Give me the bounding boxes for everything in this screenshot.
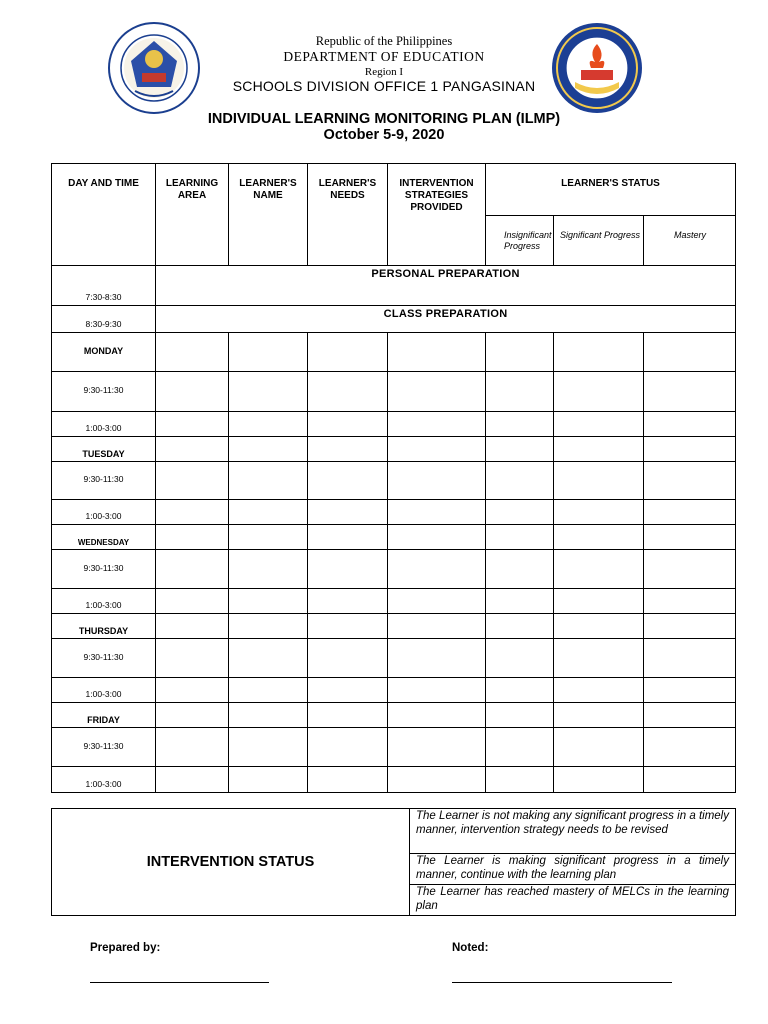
status-description: The Learner has reached mastery of MELCs in the learning plan (410, 885, 736, 916)
entry-cell[interactable] (388, 462, 486, 500)
entry-cell[interactable] (156, 500, 229, 525)
entry-cell[interactable] (554, 678, 644, 703)
time-cell: 9:30-11:30 (52, 372, 156, 412)
entry-cell[interactable] (388, 550, 486, 589)
day-cell: THURSDAY (52, 614, 156, 639)
entry-cell[interactable] (644, 728, 736, 767)
entry-cell[interactable] (156, 678, 229, 703)
entry-cell[interactable] (486, 639, 554, 678)
entry-cell[interactable] (486, 767, 554, 793)
entry-cell[interactable] (156, 550, 229, 589)
day-cell: WEDNESDAY (52, 525, 156, 550)
entry-cell[interactable] (229, 412, 308, 437)
entry-cell[interactable] (554, 333, 644, 372)
col-learning-area: LEARNING AREA (156, 164, 229, 266)
time-cell: 9:30-11:30 (52, 639, 156, 678)
entry-cell[interactable] (229, 703, 308, 728)
entry-cell[interactable] (308, 500, 388, 525)
time-cell: 9:30-11:30 (52, 550, 156, 589)
entry-cell[interactable] (554, 589, 644, 614)
entry-cell[interactable] (486, 525, 554, 550)
status-description: The Learner is not making any significant progress in a timely manner, intervention strategy needs to be revised (410, 809, 736, 854)
monitoring-plan-table (51, 163, 736, 793)
entry-cell[interactable] (486, 372, 554, 412)
entry-cell[interactable] (486, 678, 554, 703)
col-learner-status: LEARNER'S STATUS (486, 164, 736, 216)
prepared-by-label: Prepared by: (90, 942, 161, 954)
sub-significant: Significant Progress (554, 216, 644, 266)
day-cell: MONDAY (52, 333, 156, 372)
entry-cell[interactable] (308, 372, 388, 412)
entry-cell[interactable] (229, 550, 308, 589)
entry-cell[interactable] (388, 437, 486, 462)
entry-cell[interactable] (554, 525, 644, 550)
entry-cell[interactable] (229, 500, 308, 525)
entry-cell[interactable] (156, 639, 229, 678)
entry-cell[interactable] (156, 614, 229, 639)
entry-cell[interactable] (644, 767, 736, 793)
entry-cell[interactable] (644, 678, 736, 703)
day-cell: TUESDAY (52, 437, 156, 462)
entry-cell[interactable] (308, 614, 388, 639)
entry-cell[interactable] (156, 372, 229, 412)
entry-cell[interactable] (156, 412, 229, 437)
day-cell: FRIDAY (52, 703, 156, 728)
time-cell: 1:00-3:00 (52, 412, 156, 437)
col-day-time: DAY AND TIME (52, 164, 156, 266)
time-cell: 9:30-11:30 (52, 728, 156, 767)
time-cell: 9:30-11:30 (52, 462, 156, 500)
entry-cell[interactable] (156, 525, 229, 550)
entry-cell[interactable] (486, 550, 554, 589)
entry-cell[interactable] (554, 767, 644, 793)
time-cell: 7:30-8:30 (52, 266, 156, 306)
entry-cell[interactable] (644, 550, 736, 589)
entry-cell[interactable] (644, 589, 736, 614)
entry-cell[interactable] (308, 767, 388, 793)
entry-cell[interactable] (644, 500, 736, 525)
noted-signature-line[interactable] (452, 982, 672, 983)
noted-label: Noted: (452, 942, 489, 954)
prepared-by-signature-line[interactable] (90, 982, 269, 983)
entry-cell[interactable] (554, 412, 644, 437)
entry-cell[interactable] (486, 333, 554, 372)
document-title: INDIVIDUAL LEARNING MONITORING PLAN (ILMP) (207, 111, 561, 127)
entry-cell[interactable] (308, 437, 388, 462)
entry-cell[interactable] (229, 767, 308, 793)
entry-cell[interactable] (156, 437, 229, 462)
entry-cell[interactable] (644, 333, 736, 372)
entry-cell[interactable] (644, 462, 736, 500)
col-learner-needs: LEARNER'S NEEDS (308, 164, 388, 266)
entry-cell[interactable] (644, 703, 736, 728)
entry-cell[interactable] (229, 333, 308, 372)
entry-cell[interactable] (156, 589, 229, 614)
entry-cell[interactable] (308, 728, 388, 767)
entry-cell[interactable] (554, 462, 644, 500)
entry-cell[interactable] (308, 412, 388, 437)
entry-cell[interactable] (486, 462, 554, 500)
entry-cell[interactable] (388, 614, 486, 639)
time-cell: 1:00-3:00 (52, 589, 156, 614)
intervention-status-table (51, 808, 736, 916)
time-cell: 1:00-3:00 (52, 767, 156, 793)
entry-cell[interactable] (388, 767, 486, 793)
entry-cell[interactable] (388, 728, 486, 767)
entry-cell[interactable] (229, 728, 308, 767)
time-cell: 1:00-3:00 (52, 500, 156, 525)
sub-mastery: Mastery (644, 216, 736, 266)
class-preparation: CLASS PREPARATION (156, 306, 736, 333)
entry-cell[interactable] (554, 703, 644, 728)
entry-cell[interactable] (644, 412, 736, 437)
personal-preparation: PERSONAL PREPARATION (156, 266, 736, 306)
entry-cell[interactable] (486, 500, 554, 525)
entry-cell[interactable] (388, 589, 486, 614)
entry-cell[interactable] (554, 437, 644, 462)
entry-cell[interactable] (486, 412, 554, 437)
republic-line: Republic of the Philippines (315, 34, 453, 48)
entry-cell[interactable] (308, 639, 388, 678)
document-date: October 5-9, 2020 (323, 127, 445, 143)
entry-cell[interactable] (156, 333, 229, 372)
sub-insignificant: Insignificant Progress (486, 216, 554, 266)
entry-cell[interactable] (229, 614, 308, 639)
entry-cell[interactable] (486, 614, 554, 639)
entry-cell[interactable] (229, 589, 308, 614)
entry-cell[interactable] (554, 372, 644, 412)
entry-cell[interactable] (308, 550, 388, 589)
entry-cell[interactable] (308, 525, 388, 550)
entry-cell[interactable] (554, 500, 644, 525)
time-cell: 8:30-9:30 (52, 306, 156, 333)
entry-cell[interactable] (554, 614, 644, 639)
entry-cell[interactable] (229, 639, 308, 678)
entry-cell[interactable] (644, 525, 736, 550)
entry-cell[interactable] (308, 703, 388, 728)
intervention-status-title: INTERVENTION STATUS (52, 809, 410, 916)
region-line: Region I (364, 66, 404, 78)
entry-cell[interactable] (486, 437, 554, 462)
entry-cell[interactable] (388, 639, 486, 678)
division-line: SCHOOLS DIVISION OFFICE 1 PANGASINAN (232, 78, 536, 94)
entry-cell[interactable] (229, 437, 308, 462)
entry-cell[interactable] (388, 333, 486, 372)
entry-cell[interactable] (229, 525, 308, 550)
entry-cell[interactable] (388, 525, 486, 550)
entry-cell[interactable] (308, 462, 388, 500)
col-learner-name: LEARNER'S NAME (229, 164, 308, 266)
entry-cell[interactable] (388, 703, 486, 728)
entry-cell[interactable] (644, 639, 736, 678)
entry-cell[interactable] (554, 550, 644, 589)
entry-cell[interactable] (388, 412, 486, 437)
entry-cell[interactable] (229, 678, 308, 703)
entry-cell[interactable] (554, 639, 644, 678)
entry-cell[interactable] (644, 614, 736, 639)
entry-cell[interactable] (156, 728, 229, 767)
entry-cell[interactable] (156, 703, 229, 728)
status-description: The Learner is making significant progress in a timely manner, continue with the learning plan (410, 854, 736, 885)
department-line: DEPARTMENT OF EDUCATION (283, 49, 485, 64)
entry-cell[interactable] (554, 728, 644, 767)
entry-cell[interactable] (388, 678, 486, 703)
entry-cell[interactable] (308, 678, 388, 703)
entry-cell[interactable] (229, 462, 308, 500)
entry-cell[interactable] (644, 372, 736, 412)
entry-cell[interactable] (308, 589, 388, 614)
entry-cell[interactable] (388, 500, 486, 525)
col-intervention: INTERVENTION STRATEGIES PROVIDED (388, 164, 486, 266)
entry-cell[interactable] (308, 333, 388, 372)
entry-cell[interactable] (486, 589, 554, 614)
entry-cell[interactable] (644, 437, 736, 462)
entry-cell[interactable] (229, 372, 308, 412)
time-cell: 1:00-3:00 (52, 678, 156, 703)
entry-cell[interactable] (156, 767, 229, 793)
entry-cell[interactable] (486, 728, 554, 767)
entry-cell[interactable] (156, 462, 229, 500)
entry-cell[interactable] (486, 703, 554, 728)
entry-cell[interactable] (388, 372, 486, 412)
